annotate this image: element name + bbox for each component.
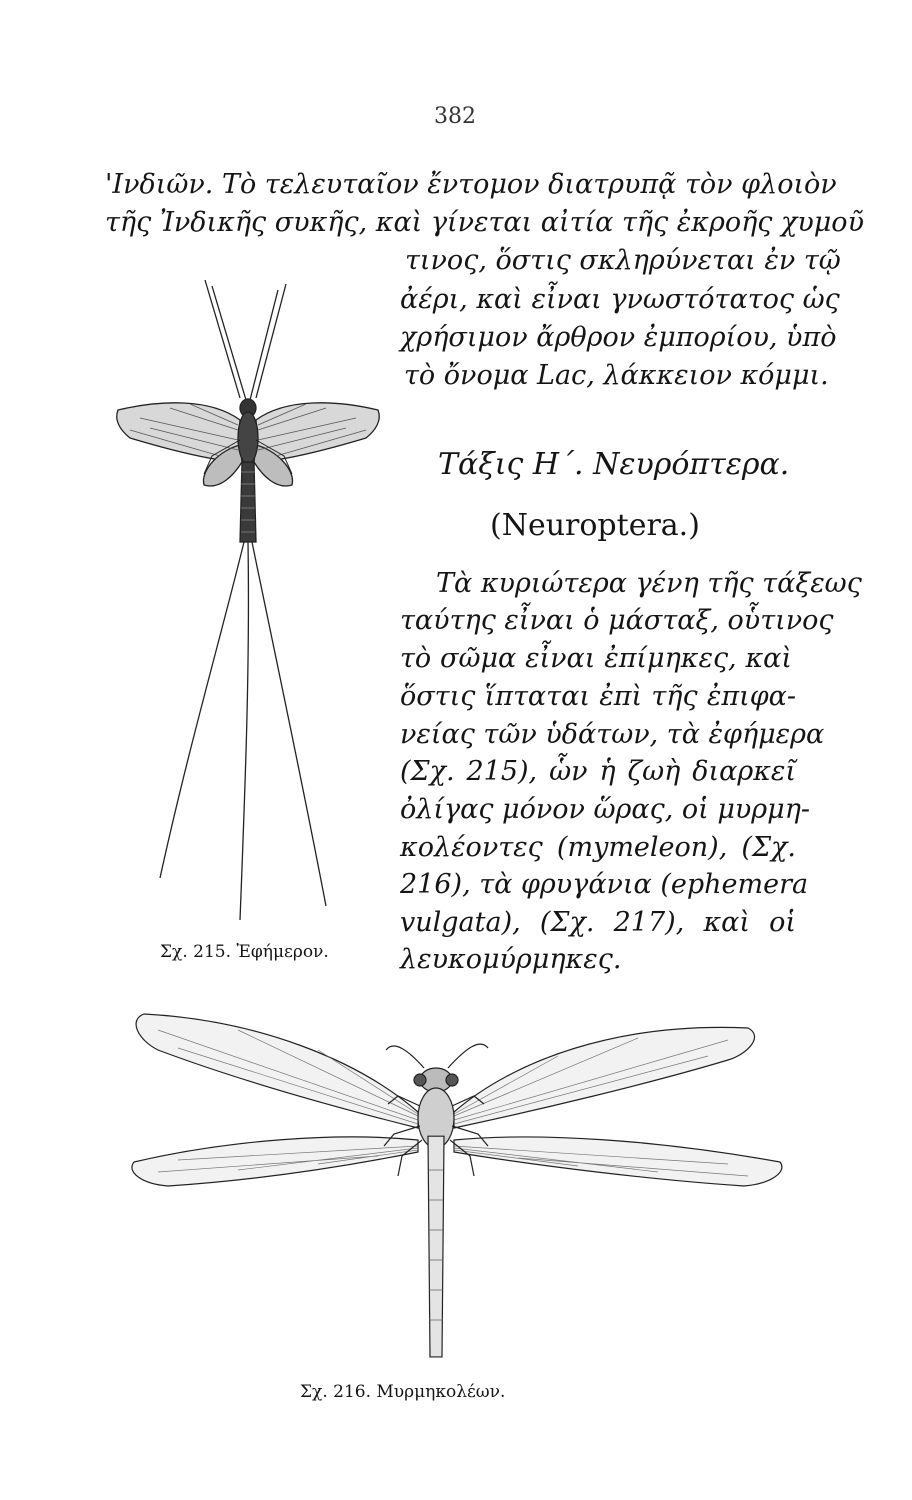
paragraph1-line: τῆς Ἰνδικῆς συκῆς, καὶ γίνεται αἰτία τῆς ἐκροῆς χυμοῦ xyxy=(105,207,864,238)
paragraph2-line: Τὰ κυριώτερα γένη τῆς τάξεως xyxy=(436,568,862,599)
figure-216-antlion-illustration xyxy=(118,1000,798,1372)
paragraph1-line: ἀέρι, καὶ εἶναι γνωστότατος ὡς xyxy=(400,284,840,315)
paragraph2-line: κολέοντες (mymeleon), (Σχ. xyxy=(400,832,796,863)
paragraph2-line: τὸ σῶμα εἶναι ἐπίμηκες, καὶ xyxy=(400,643,792,674)
figure-215-caption: Σχ. 215. Ἐφήμερον. xyxy=(160,942,329,962)
paragraph1-line: τινος, ὅστις σκληρύνεται ἐν τῷ xyxy=(405,245,841,276)
paragraph2-line: λευκομύρμηκες. xyxy=(400,944,622,975)
figure-216-caption: Σχ. 216. Μυρμηκολέων. xyxy=(300,1382,506,1402)
figure-215-mayfly-illustration xyxy=(100,270,400,940)
paragraph2-line: 216), τὰ φρυγάνια (ephemera xyxy=(400,869,809,900)
paragraph1-line: χρήσιμον ἄρθρον ἐμπορίου, ὑπὸ xyxy=(400,322,837,353)
section-subtitle: (Neuroptera.) xyxy=(490,508,700,543)
paragraph1-line: 'Ινδιῶν. Τὸ τελευταῖον ἔντομον διατρυπᾷ τὸν φλοιὸν xyxy=(105,169,837,200)
paragraph2-line: ὀλίγας μόνον ὥρας, οἱ μυρμη- xyxy=(400,794,811,825)
section-title: Τάξις Η΄. Νευρόπτερα. xyxy=(438,447,790,482)
paragraph2-line: vulgata), (Σχ. 217), καὶ οἱ xyxy=(400,907,796,938)
paragraph2-line: ὅστις ἵπταται ἐπὶ τῆς ἐπιφα- xyxy=(400,681,796,712)
page-number: 382 xyxy=(434,104,476,129)
paragraph1-line: τὸ ὄνομα Lac, λάκκειον κόμμι. xyxy=(404,360,829,391)
paragraph2-line: ταύτης εἶναι ὁ μάσταξ, οὗτινος xyxy=(400,605,834,636)
paragraph2-line: (Σχ. 215), ὧν ἡ ζωὴ διαρκεῖ xyxy=(400,756,796,787)
paragraph2-line: νείας τῶν ὑδάτων, τὰ ἐφήμερα xyxy=(400,719,825,750)
